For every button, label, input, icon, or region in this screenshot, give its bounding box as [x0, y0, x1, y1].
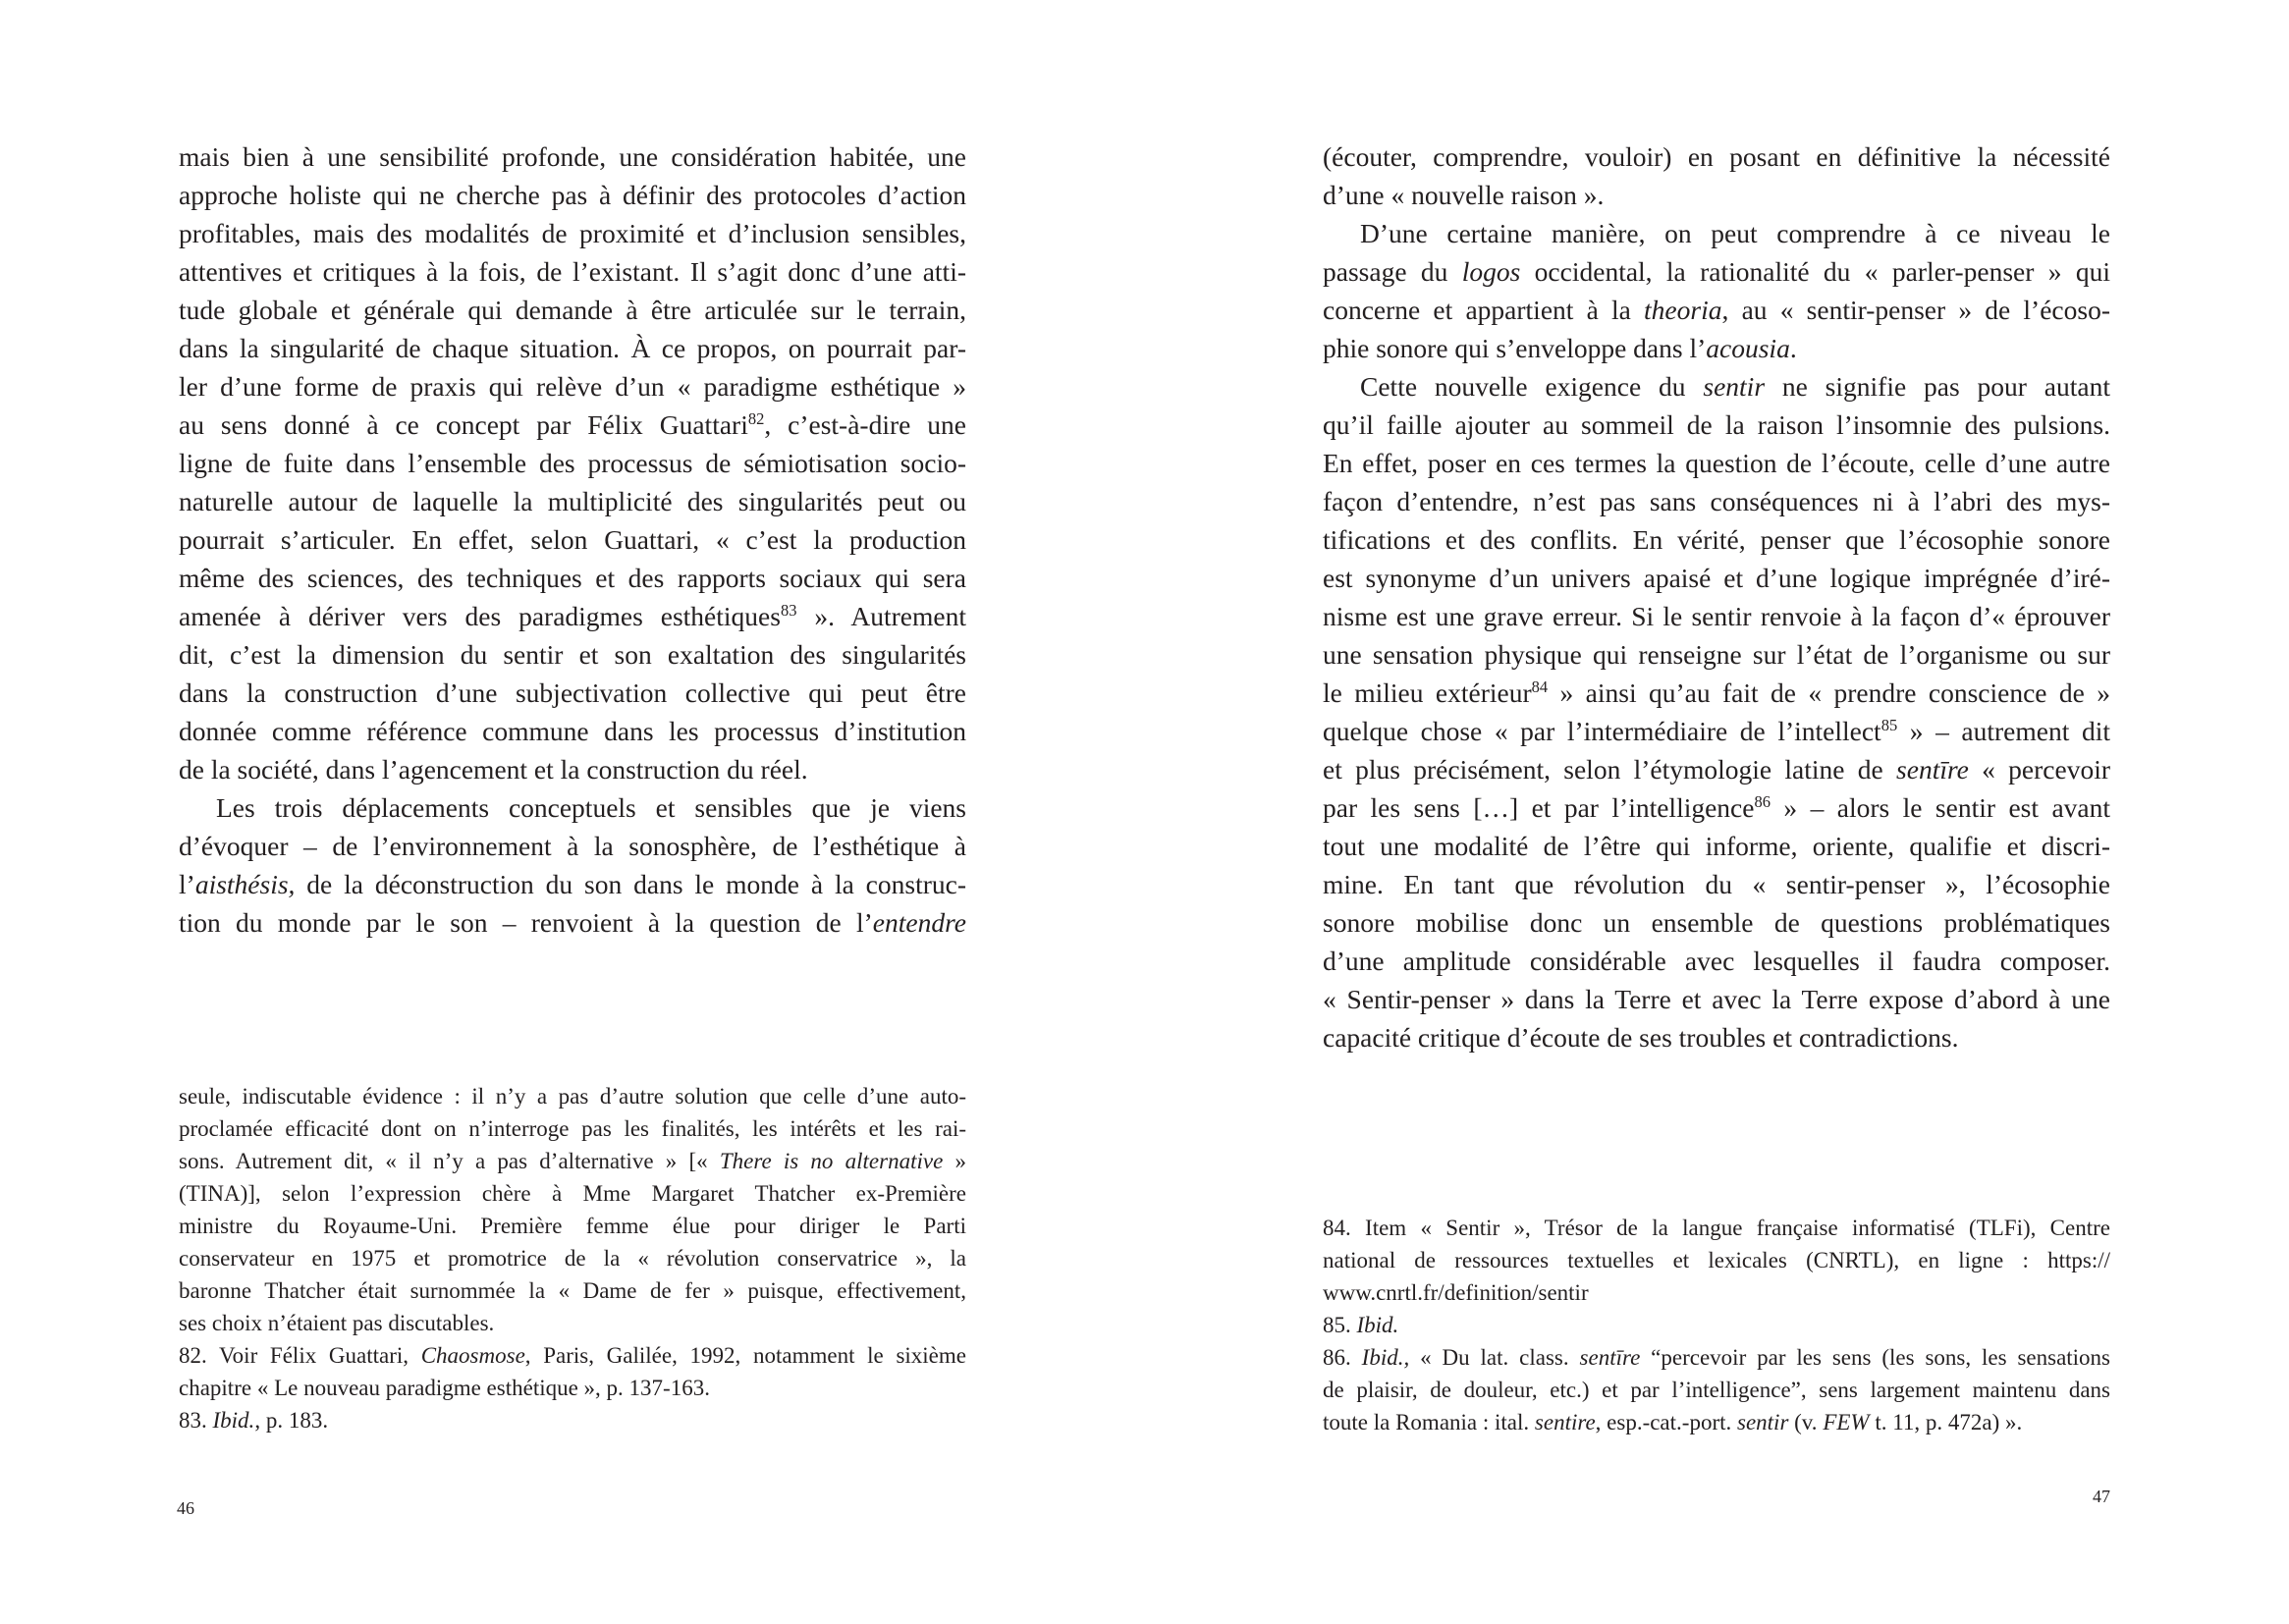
text-run: 82. Voir Félix Guattari, — [179, 1343, 421, 1368]
text-run: le milieu extérieur — [1323, 677, 1532, 708]
text-run: ne signifie pas pour autant — [1765, 371, 2110, 402]
text-line — [179, 865, 966, 903]
text-run: d’évoquer – de l’environnement à la sonosphère, de l’esthétique à — [179, 831, 966, 861]
text-run: ligne de fuite dans l’ensemble des processus de sémiotisation socio- — [179, 448, 966, 478]
text-run: tout une modalité de l’être qui informe, oriente, qualifie et discri- — [1323, 831, 2110, 861]
text-line — [179, 329, 966, 367]
italic-text: Ibid. — [212, 1408, 255, 1433]
text-run: concerne et appartient à la — [1323, 295, 1645, 325]
text-line — [179, 788, 966, 827]
text-line — [1323, 903, 2110, 942]
text-run: passage du — [1323, 256, 1462, 287]
text-line — [1323, 176, 2110, 214]
text-line — [179, 406, 966, 444]
italic-text: Ibid. — [1356, 1313, 1399, 1337]
text-line — [1323, 214, 2110, 252]
footnote-line — [1323, 1341, 2110, 1374]
text-run: 85. — [1323, 1313, 1357, 1337]
text-run: naturelle autour de laquelle la multiplicité des singularités peut ou — [179, 486, 966, 516]
text-run: proclamée efficacité dont on n’interroge pas les finalités, les intérêts et les rai- — [179, 1116, 966, 1141]
text-run: même des sciences, des techniques et des rapports sociaux qui sera — [179, 563, 966, 593]
text-run: tifications et des conflits. En vérité, penser que l’écosophie sonore — [1323, 524, 2110, 555]
text-run: » – autrement dit — [1897, 716, 2110, 746]
text-run: « percevoir — [1968, 754, 2111, 785]
text-line — [179, 444, 966, 482]
italic-text: sentir — [1703, 371, 1766, 402]
text-run: dit, c’est la dimension du sentir et son exaltation des singularités — [179, 639, 966, 670]
right-page — [1144, 0, 2289, 1624]
footnote-ref: 85 — [1880, 716, 1898, 735]
italic-text: logos — [1461, 256, 1521, 287]
text-line — [1323, 252, 2110, 291]
text-run: seule, indiscutable évidence : il n’y a pas d’autre solution que celle d’une auto- — [179, 1084, 966, 1109]
text-run: qu’il faille ajouter au sommeil de la raison l’insomnie des pulsions. — [1323, 409, 2110, 440]
text-run: de la déconstruction du son dans le monde à la construc- — [295, 869, 966, 899]
text-run: 84. Item « Sentir », Trésor de la langue française informatisé (TLFi), Centre — [1323, 1216, 2110, 1240]
footnote-line — [179, 1339, 966, 1372]
text-run: est synonyme d’un univers apaisé et d’une logique imprégnée d’iré- — [1323, 563, 2110, 593]
footnote-line — [179, 1112, 966, 1145]
text-run: . — [1789, 333, 1797, 363]
text-line — [1323, 827, 2110, 865]
text-run: d’une « nouvelle raison ». — [1323, 180, 1605, 210]
footnote-line — [1323, 1244, 2110, 1276]
text-line — [179, 137, 966, 176]
text-line — [1323, 291, 2110, 329]
text-run: l’ — [179, 869, 195, 899]
text-line — [179, 635, 966, 674]
footnote-line — [179, 1372, 966, 1404]
text-run: ». Autrement — [796, 601, 966, 631]
text-line — [1323, 329, 2110, 367]
footnote-ref: 86 — [1754, 792, 1771, 812]
text-run: mine. En tant que révolution du « sentir-penser », l’écosophie — [1323, 869, 2110, 899]
text-line — [1323, 1018, 2110, 1056]
text-line — [1323, 444, 2110, 482]
italic-text: Ibid., — [1361, 1345, 1410, 1370]
footnote-line — [179, 1404, 966, 1436]
text-run: (écouter, comprendre, vouloir) en posant en définitive la nécessité — [1323, 141, 2110, 172]
italic-text: entendre — [872, 907, 966, 938]
text-line — [179, 597, 966, 635]
text-line — [1323, 674, 2110, 712]
text-line — [179, 291, 966, 329]
italic-text: There is no alternative — [719, 1149, 944, 1173]
footnote-line — [179, 1242, 966, 1274]
text-run: attentives et critiques à la fois, de l’existant. Il s’agit donc d’une atti- — [179, 256, 966, 287]
text-line — [1323, 980, 2110, 1018]
text-run: tion du monde par le son – renvoient à la question de l’ — [179, 907, 873, 938]
text-run: de plaisir, de douleur, etc.) et par l’intelligence”, sens largement maintenu dans — [1323, 1378, 2110, 1402]
italic-text: sentir — [1737, 1410, 1789, 1435]
text-line — [1323, 520, 2110, 559]
text-run: « Sentir-penser » dans la Terre et avec la Terre expose d’abord à une — [1323, 984, 2110, 1014]
footnote-ref: 84 — [1531, 677, 1549, 697]
text-line — [179, 176, 966, 214]
italic-text: FEW — [1823, 1410, 1870, 1435]
text-run: dans la singularité de chaque situation. À ce propos, on pourrait par- — [179, 333, 966, 363]
text-line — [1323, 559, 2110, 597]
text-run: ler d’une forme de praxis qui relève d’un « paradigme esthétique » — [179, 371, 966, 402]
text-line — [179, 712, 966, 750]
text-run: t. 11, p. 472a) ». — [1869, 1410, 2023, 1435]
text-run: approche holiste qui ne cherche pas à définir des protocoles d’action — [179, 180, 966, 210]
text-line — [179, 827, 966, 865]
text-run: , c’est-à-dire une — [764, 409, 966, 440]
text-line — [1323, 942, 2110, 980]
left-footnotes — [179, 1080, 966, 1436]
text-run: 83. — [179, 1408, 213, 1433]
text-run: quelque chose « par l’intermédiaire de l’intellect — [1323, 716, 1881, 746]
text-line — [179, 903, 966, 942]
text-line — [1323, 712, 2110, 750]
text-line — [179, 750, 966, 788]
text-run: « Du lat. class. — [1409, 1345, 1580, 1370]
text-run: national de ressources textuelles et lexicales (CNRTL), en ligne : https:// — [1323, 1248, 2110, 1272]
text-run: Les trois déplacements conceptuels et sensibles que je viens — [216, 792, 966, 823]
text-line — [1323, 788, 2110, 827]
text-line — [1323, 137, 2110, 176]
text-run: chapitre « Le nouveau paradigme esthétique », p. 137-163. — [179, 1376, 710, 1400]
text-line — [179, 252, 966, 291]
italic-text: sentīre — [1896, 754, 1969, 785]
text-run: tude globale et générale qui demande à être articulée sur le terrain, — [179, 295, 966, 325]
text-run: par les sens […] et par l’intelligence — [1323, 792, 1755, 823]
right-body-text — [1323, 137, 2110, 1056]
text-run: baronne Thatcher était surnommée la « Dame de fer » puisque, effectivement, — [179, 1278, 966, 1303]
text-line — [1323, 406, 2110, 444]
text-run: , au « sentir-penser » de l’écoso- — [1721, 295, 2110, 325]
text-run: et plus précisément, selon l’étymologie latine de — [1323, 754, 1897, 785]
italic-text: acousia — [1706, 333, 1790, 363]
text-run: dans la construction d’une subjectivation collective qui peut être — [179, 677, 966, 708]
footnote-line — [1323, 1406, 2110, 1438]
footnote-line — [179, 1080, 966, 1112]
text-run: D’une certaine manière, on peut comprendre à ce niveau le — [1360, 218, 2110, 248]
text-run: , Paris, Galilée, 1992, notamment le sixième — [524, 1343, 966, 1368]
text-line — [179, 559, 966, 597]
text-run: ministre du Royaume-Uni. Première femme élue pour diriger le Parti — [179, 1214, 966, 1238]
text-run: donnée comme référence commune dans les processus d’institution — [179, 716, 966, 746]
text-run: capacité critique d’écoute de ses troubles et contradictions. — [1323, 1022, 1959, 1053]
text-run: » — [943, 1149, 966, 1173]
text-run: façon d’entendre, n’est pas sans conséquences ni à l’abri des mys- — [1323, 486, 2110, 516]
text-run: Cette nouvelle exigence du — [1360, 371, 1704, 402]
text-run: sonore mobilise donc un ensemble de questions problématiques — [1323, 907, 2110, 938]
footnote-line — [1323, 1212, 2110, 1244]
text-line — [1323, 865, 2110, 903]
italic-text: Chaosmose — [420, 1343, 525, 1368]
footnote-line — [179, 1210, 966, 1242]
footnote-line — [179, 1177, 966, 1210]
text-run: (TINA)], selon l’expression chère à Mme Margaret Thatcher ex-Première — [179, 1181, 966, 1206]
text-line — [179, 367, 966, 406]
text-line — [1323, 597, 2110, 635]
text-run: www.cnrtl.fr/definition/sentir — [1323, 1280, 1589, 1305]
footnote-line — [1323, 1276, 2110, 1309]
page-number-right: 47 — [2093, 1487, 2110, 1506]
text-run: au sens donné à ce concept par Félix Guattari — [179, 409, 748, 440]
text-line — [1323, 367, 2110, 406]
text-run: 86. — [1323, 1345, 1362, 1370]
text-line — [179, 482, 966, 520]
left-body-text — [179, 137, 966, 942]
italic-text: aisthésis, — [194, 869, 296, 899]
footnote-ref: 83 — [780, 601, 797, 621]
footnote-line — [179, 1274, 966, 1307]
page-number-left: 46 — [177, 1498, 194, 1518]
text-run: (v. — [1788, 1410, 1824, 1435]
text-run: occidental, la rationalité du « parler-penser » qui — [1520, 256, 2110, 287]
text-run: En effet, poser en ces termes la question de l’écoute, celle d’une autre — [1323, 448, 2110, 478]
text-line — [179, 674, 966, 712]
footnote-line — [1323, 1309, 2110, 1341]
text-line — [179, 520, 966, 559]
text-line — [1323, 635, 2110, 674]
text-run: de la société, dans l’agencement et la construction du réel. — [179, 754, 808, 785]
footnote-line — [179, 1145, 966, 1177]
text-run: phie sonore qui s’enveloppe dans l’ — [1323, 333, 1707, 363]
text-run: amenée à dériver vers des paradigmes esthétiques — [179, 601, 781, 631]
text-line — [1323, 750, 2110, 788]
text-run: pourrait s’articuler. En effet, selon Guattari, « c’est la production — [179, 524, 966, 555]
text-line — [1323, 482, 2110, 520]
text-run: » ainsi qu’au fait de « prendre conscience de » — [1548, 677, 2111, 708]
text-run: toute la Romania : ital. — [1323, 1410, 1535, 1435]
text-run: mais bien à une sensibilité profonde, une considération habitée, une — [179, 141, 966, 172]
footnote-line — [1323, 1374, 2110, 1406]
text-run: d’une amplitude considérable avec lesquelles il faudra composer. — [1323, 946, 2110, 976]
left-page — [0, 0, 1144, 1624]
text-run: une sensation physique qui renseigne sur l’état de l’organisme ou sur — [1323, 639, 2110, 670]
right-footnotes — [1323, 1212, 2110, 1438]
text-run: nisme est une grave erreur. Si le sentir renvoie à la façon d’« éprouver — [1323, 601, 2110, 631]
text-run: » – alors le sentir est avant — [1770, 792, 2110, 823]
text-run: , p. 183. — [254, 1408, 329, 1433]
text-run: “percevoir par les sens (les sons, les sensations — [1640, 1345, 2111, 1370]
text-run: conservateur en 1975 et promotrice de la « révolution conservatrice », la — [179, 1246, 966, 1271]
text-run: profitables, mais des modalités de proximité et d’inclusion sensibles, — [179, 218, 966, 248]
footnote-line — [179, 1307, 966, 1339]
italic-text: sentīre — [1579, 1345, 1641, 1370]
footnote-ref: 82 — [747, 409, 765, 429]
italic-text: sentire — [1534, 1410, 1596, 1435]
text-run: sons. Autrement dit, « il n’y a pas d’alternative » [« — [179, 1149, 720, 1173]
italic-text: theoria — [1644, 295, 1722, 325]
text-run: ses choix n’étaient pas discutables. — [179, 1311, 495, 1335]
text-line — [179, 214, 966, 252]
text-run: , esp.-cat.-port. — [1595, 1410, 1737, 1435]
